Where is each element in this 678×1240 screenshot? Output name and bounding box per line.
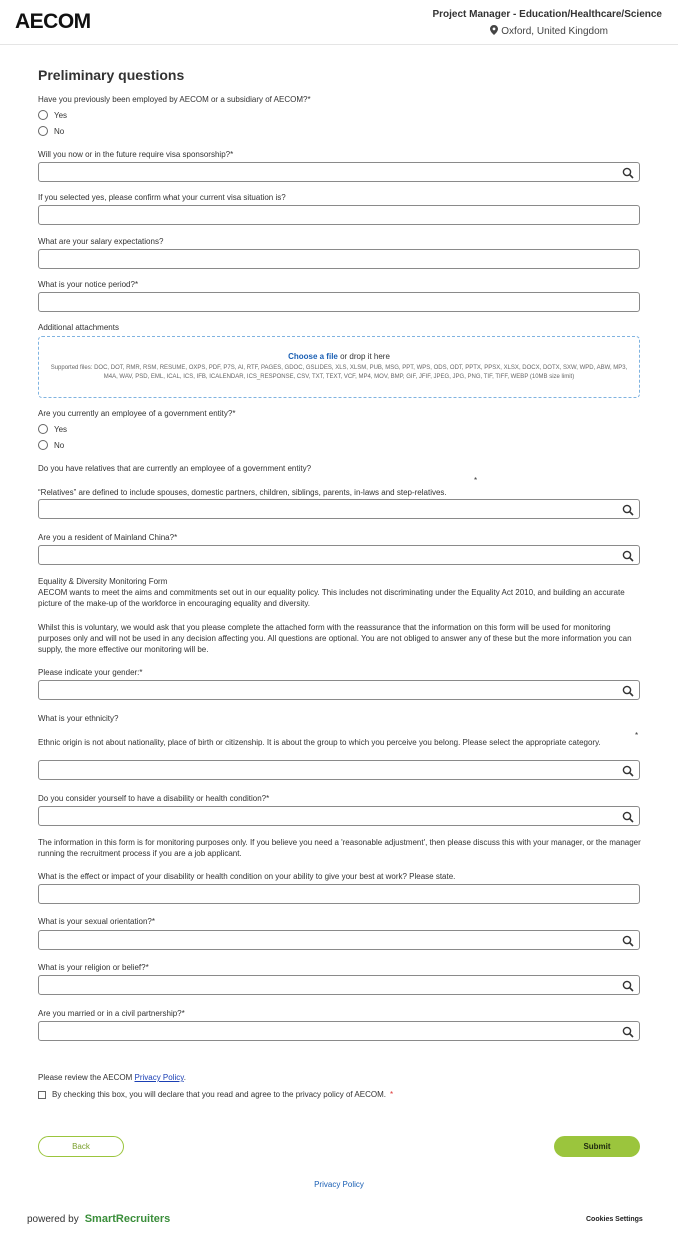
question-notice-period: What is your notice period?* bbox=[38, 280, 139, 289]
drop-text: or drop it here bbox=[337, 352, 390, 361]
relatives-definition: “Relatives” are defined to include spouses, domestic partners, children, siblings, parents, in-laws and step-relatives. bbox=[38, 488, 447, 497]
disability-effect-input[interactable] bbox=[38, 884, 640, 904]
search-icon bbox=[622, 811, 634, 823]
consent-checkbox-row[interactable] bbox=[38, 1090, 393, 1099]
equality-title: Equality & Diversity Monitoring Form bbox=[38, 577, 168, 586]
attachments-label: Additional attachments bbox=[38, 323, 119, 332]
dropzone-prompt bbox=[39, 352, 639, 361]
job-location bbox=[490, 25, 608, 37]
radio-gov-yes[interactable] bbox=[38, 424, 67, 434]
question-visa-situation: If you selected yes, please confirm what your current visa situation is? bbox=[38, 193, 286, 202]
marital-status-select[interactable] bbox=[38, 1021, 640, 1041]
question-salary: What are your salary expectations? bbox=[38, 237, 164, 246]
question-ethnicity: What is your ethnicity? bbox=[38, 714, 119, 723]
radio-circle[interactable] bbox=[38, 110, 48, 120]
ethnicity-select[interactable] bbox=[38, 760, 640, 780]
religion-select[interactable] bbox=[38, 975, 640, 995]
equality-paragraph-2: Whilst this is voluntary, we would ask that you please complete the attached form with the reassurance that the information on this form will be used for monitoring purposes only and will not be used in any decision affecting you. All questions are optional. You are not obliged to answer any of these but the more information you can supply, the more effective our monitoring will be. bbox=[38, 623, 632, 654]
question-government-employee: Are you currently an employee of a government entity?* bbox=[38, 409, 236, 418]
required-star: * bbox=[635, 731, 639, 740]
question-disability: Do you consider yourself to have a disability or health condition?* bbox=[38, 794, 270, 803]
visa-sponsorship-select[interactable] bbox=[38, 162, 640, 182]
privacy-review-suffix: . bbox=[183, 1073, 186, 1082]
radio-employed-no[interactable] bbox=[38, 126, 64, 136]
question-marital-status: Are you married or in a civil partnership?* bbox=[38, 1009, 185, 1018]
relatives-select[interactable] bbox=[38, 499, 640, 519]
page-header bbox=[0, 0, 678, 45]
consent-required-star: * bbox=[389, 1090, 394, 1099]
question-gender: Please indicate your gender:* bbox=[38, 668, 143, 677]
back-button[interactable]: Back bbox=[38, 1136, 124, 1157]
equality-paragraph-1: AECOM wants to meet the aims and commitments set out in our equality policy. This includes not discriminating under the Equality Act 2010, and building an accurate picture of the make-up of the workforce in encouraging equality and diversity. bbox=[38, 588, 625, 608]
disability-note: The information in this form is for monitoring purposes only. If you believe you need a 'reasonable adjustment', then please discuss this with your manager, or the manager running the recruitment process if you are a job applicant. bbox=[38, 838, 641, 858]
radio-employed-yes[interactable] bbox=[38, 110, 67, 120]
visa-situation-input[interactable] bbox=[38, 205, 640, 225]
search-icon bbox=[622, 550, 634, 562]
company-logo[interactable]: AECOM bbox=[15, 10, 91, 33]
required-star: * bbox=[474, 476, 478, 485]
radio-label: Yes bbox=[54, 424, 68, 434]
radio-label: No bbox=[54, 440, 65, 450]
notice-period-input[interactable] bbox=[38, 292, 640, 312]
question-previously-employed: Have you previously been employed by AECOM or a subsidiary of AECOM?* bbox=[38, 95, 311, 104]
privacy-review-text bbox=[38, 1073, 186, 1082]
footer-privacy-link bbox=[0, 1180, 678, 1189]
job-location-text: Oxford, United Kingdom bbox=[501, 26, 608, 37]
powered-by bbox=[27, 1213, 170, 1225]
privacy-policy-link[interactable]: Privacy Policy bbox=[134, 1073, 184, 1082]
choose-file-link[interactable]: Choose a file bbox=[288, 352, 338, 361]
search-icon bbox=[622, 504, 634, 516]
consent-checkbox[interactable] bbox=[38, 1091, 46, 1099]
question-sexual-orientation: What is your sexual orientation?* bbox=[38, 917, 155, 926]
file-dropzone[interactable] bbox=[38, 336, 640, 398]
search-icon bbox=[622, 1026, 634, 1038]
privacy-review-prefix: Please review the AECOM bbox=[38, 1073, 135, 1082]
supported-files-text: Supported files: DOC, DOT, RMR, RSM, RESUME, OXPS, PDF, P7S, AI, RTF, PAGES, GDOC, GSLIDES, XLS, XLSM, PUB, MSG, PPT, WPS, ODS, ODT, PPTX, PPSX, XLSX, DOCX, DOTX, SXW, WPD, ABW, MP3, M4A, WAV, PSD, EML, ICAL, ICS, IFB, ICALENDAR, ICS_RESPONSE, CSV, TXT, TEXT, VCF, MP4, MOV, BMP, GIF, JFIF, JPEG, JPG, PNG, TIF, TIFF, WEBP (10MB size limit) bbox=[50, 365, 628, 380]
powered-by-text: powered by bbox=[27, 1214, 79, 1225]
job-title: Project Manager - Education/Healthcare/Science bbox=[432, 9, 662, 20]
question-visa-sponsorship: Will you now or in the future require visa sponsorship?* bbox=[38, 150, 234, 159]
gender-select[interactable] bbox=[38, 680, 640, 700]
submit-button[interactable]: Submit bbox=[554, 1136, 640, 1157]
radio-label: Yes bbox=[54, 110, 68, 120]
sexual-orientation-select[interactable] bbox=[38, 930, 640, 950]
location-pin-icon bbox=[490, 25, 498, 35]
ethnicity-note: Ethnic origin is not about nationality, place of birth or citizenship. It is about the group to which you perceive you belong. Please select the appropriate category. bbox=[38, 738, 601, 747]
cookies-settings-link[interactable]: Cookies Settings bbox=[586, 1216, 643, 1223]
smartrecruiters-logo[interactable]: SmartRecruiters bbox=[84, 1213, 171, 1225]
radio-circle[interactable] bbox=[38, 440, 48, 450]
search-icon bbox=[622, 685, 634, 697]
question-mainland-china: Are you a resident of Mainland China?* bbox=[38, 533, 178, 542]
search-icon bbox=[622, 935, 634, 947]
mainland-china-select[interactable] bbox=[38, 545, 640, 565]
footer-privacy-link-text[interactable]: Privacy Policy bbox=[314, 1180, 364, 1189]
radio-gov-no[interactable] bbox=[38, 440, 64, 450]
radio-circle[interactable] bbox=[38, 126, 48, 136]
search-icon bbox=[622, 167, 634, 179]
question-religion: What is your religion or belief?* bbox=[38, 963, 149, 972]
search-icon bbox=[622, 980, 634, 992]
radio-circle[interactable] bbox=[38, 424, 48, 434]
consent-label: By checking this box, you will declare that you read and agree to the privacy policy of AECOM. bbox=[52, 1090, 386, 1099]
page-title: Preliminary questions bbox=[38, 67, 185, 83]
disability-select[interactable] bbox=[38, 806, 640, 826]
radio-label: No bbox=[54, 126, 65, 136]
question-relatives: Do you have relatives that are currently an employee of a government entity? bbox=[38, 464, 312, 473]
search-icon bbox=[622, 765, 634, 777]
salary-input[interactable] bbox=[38, 249, 640, 269]
question-disability-effect: What is the effect or impact of your disability or health condition on your ability to give your best at work? Please state. bbox=[38, 872, 456, 881]
